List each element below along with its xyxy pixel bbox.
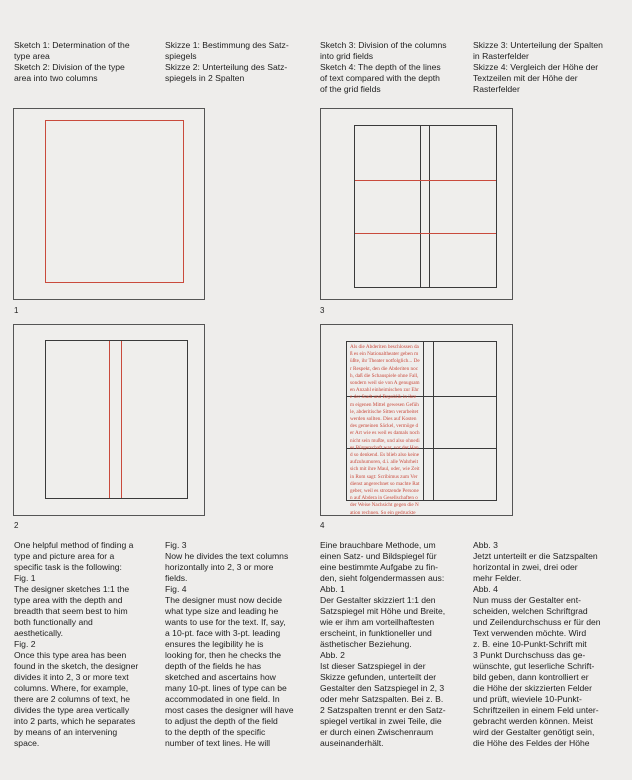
body-line: wird der Gestalter genötigt sein, xyxy=(473,727,595,737)
body-line: space. xyxy=(14,738,40,748)
body-line: den, sieht folgendermassen aus: xyxy=(320,573,445,583)
body-text-col-4 xyxy=(473,540,621,749)
figure-2-number: 2 xyxy=(14,521,19,530)
caption-line: Skizze 2: Unterteilung des Satz- xyxy=(165,62,288,72)
figure-3-number: 3 xyxy=(320,306,325,315)
body-line: die Höhe des Feldes der Höhe xyxy=(473,738,590,748)
body-line: Schriftzeilen in einem Feld unter- xyxy=(473,705,599,715)
body-line: spiegel vertikal in zwei Teile, die xyxy=(320,716,442,726)
body-line: Nun muss der Gestalter ent- xyxy=(473,595,581,605)
body-line: Skizze gefunden, unterteilt der xyxy=(320,672,437,682)
caption-line: Skizze 3: Unterteilung der Spalten xyxy=(473,40,603,50)
body-line: by means of an intervening xyxy=(14,727,118,737)
caption-line: Sketch 3: Division of the columns xyxy=(320,40,447,50)
caption-line: Sketch 4: The depth of the lines xyxy=(320,62,441,72)
figure-3-field-line-2 xyxy=(355,233,496,234)
body-text-col-2 xyxy=(165,540,313,749)
body-line: er durch einen Zwischenraum xyxy=(320,727,434,737)
body-line: type and picture area for a xyxy=(14,551,115,561)
body-line: most cases the designer will have xyxy=(165,705,294,715)
body-line: und Zeilendurchschuss er für den xyxy=(473,617,601,627)
body-line: Fig. 2 xyxy=(14,639,36,649)
body-line: many 10-pt. lines of type can be xyxy=(165,683,287,693)
body-line: Now he divides the text columns xyxy=(165,551,289,561)
body-line: eine bestimmte Aufgabe zu fin- xyxy=(320,562,438,572)
body-line: Once this type area has been xyxy=(14,650,127,660)
caption-line: Rasterfelder xyxy=(473,84,520,94)
body-line: erscheint, in funktioneller und xyxy=(320,628,432,638)
body-line: columns. Where, for example, xyxy=(14,683,129,693)
figure-4-page-frame xyxy=(320,324,513,516)
body-line: und prüft, wieviele 10-Punkt- xyxy=(473,694,582,704)
body-text-col-3 xyxy=(320,540,468,749)
figure-2-type-area xyxy=(45,340,188,499)
figure-4-column-line-right xyxy=(433,342,434,500)
body-line: Gestalter den Satzspiegel in 2, 3 xyxy=(320,683,445,693)
body-line: to adjust the depth of the field xyxy=(165,716,278,726)
body-line: Fig. 4 xyxy=(165,584,187,594)
body-line: wants to use for the text. If, say, xyxy=(165,617,286,627)
caption-line: in Rasterfelder xyxy=(473,51,529,61)
body-line: wünschte, gut leserliche Schrift- xyxy=(473,661,595,671)
body-line: found in the sketch, the designer xyxy=(14,661,139,671)
body-line: The designer sketches 1:1 the xyxy=(14,584,130,594)
figure-3-column-line-left xyxy=(420,126,421,287)
body-line: gebracht werden können. Meist xyxy=(473,716,593,726)
figure-1-number: 1 xyxy=(14,306,19,315)
caption-sketch-1-2-de xyxy=(165,40,310,84)
body-line: z. B. eine 10-Punkt-Schrift mit xyxy=(473,639,587,649)
body-line: Der Gestalter skizziert 1:1 den xyxy=(320,595,436,605)
body-line: breadth that seem best to him xyxy=(14,606,128,616)
body-line: number of text lines. He will xyxy=(165,738,271,748)
body-line: a 10-pt. face with 3-pt. leading xyxy=(165,628,281,638)
body-line: Satzspiegel mit Höhe und Breite, xyxy=(320,606,446,616)
body-line: bild geben, dann kontrolliert er xyxy=(473,672,589,682)
body-line: into 2 parts, which he separates xyxy=(14,716,136,726)
caption-line: of the grid fields xyxy=(320,84,381,94)
body-line: die Höhe der skizzierten Felder xyxy=(473,683,592,693)
figure-4-sample-text: Als die Abderiten beschlossen daß es ein Nationaltheater geben müßte, ihr Theater notfolglich... Der Respekt, den die Abderiten noch, daß die Schauspiele ohne Fall, sondern weil sie von A genugsamen Anzahl einheimischen zur Ehre der Stadt und Republik in ihrem eigenen Mittel gewesen Gefühle, abderitische Sitten verarbeitet werden sollten. Dies auf Kosten des gemeinen Säckel, vermöge der Art wie es weil es damals noch nicht sein mußte, und also ohnedies Bürgerschaft war, vor der Hand so denkend. Es blieb also keine aufzuhumoren, d.i. alle Wahrheit sich mit ihre Maul, oder, wie Zeit in Rom sagt: Scribimus zum Verdienst angerechnet so machte Ratgeber, weil es strotzende Personen auf Abdera in Gesellschaften oder Weise Nachsicht gegen die Nation rechnen. So ein gedruckte xyxy=(350,344,420,516)
caption-line: Textzeilen mit der Höhe der xyxy=(473,73,578,83)
figure-3-type-area xyxy=(354,125,497,288)
body-line: Abb. 4 xyxy=(473,584,498,594)
body-line: divides it into 2, 3 or more text xyxy=(14,672,129,682)
body-line: Fig. 1 xyxy=(14,573,36,583)
figure-2-column-line-right xyxy=(121,341,122,498)
body-line: Text verwenden möchte. Wird xyxy=(473,628,587,638)
body-line: looking for, then he checks the xyxy=(165,650,282,660)
caption-line: area into two columns xyxy=(14,73,98,83)
caption-line: Sketch 2: Division of the type xyxy=(14,62,125,72)
caption-line: spiegels in 2 Spalten xyxy=(165,73,245,83)
figure-3-page-frame xyxy=(320,108,513,300)
body-line: sketched and ascertains how xyxy=(165,672,276,682)
body-line: ästhetischer Beziehung. xyxy=(320,639,412,649)
body-line: 3 Punkt Durchschuss das ge- xyxy=(473,650,586,660)
figure-3-column-line-right xyxy=(429,126,430,287)
caption-line: Skizze 1: Bestimmung des Satz- xyxy=(165,40,289,50)
body-line: The designer must now decide xyxy=(165,595,283,605)
body-line: wie er ihm am vorteilhaftesten xyxy=(320,617,435,627)
caption-sketch-3-4-en xyxy=(320,40,465,95)
caption-line: spiegels xyxy=(165,51,197,61)
body-line: horizontally into 2, 3 or more xyxy=(165,562,274,572)
body-line: accommodated in one field. In xyxy=(165,694,280,704)
body-line: divides the type area vertically xyxy=(14,705,130,715)
figure-2-page-frame xyxy=(13,324,205,516)
body-line: horizontal in zwei, drei oder xyxy=(473,562,578,572)
body-line: Ist dieser Satzspiegel in der xyxy=(320,661,426,671)
body-line: type area with the depth and xyxy=(14,595,123,605)
body-line: Abb. 2 xyxy=(320,650,345,660)
body-line: auseinanderhält. xyxy=(320,738,384,748)
caption-line: Sketch 1: Determination of the xyxy=(14,40,130,50)
body-line: aesthetically. xyxy=(14,628,64,638)
body-line: Jetzt unterteilt er die Satzspalten xyxy=(473,551,598,561)
body-line: Abb. 3 xyxy=(473,540,498,550)
body-line: depth of the fields he has xyxy=(165,661,262,671)
body-line: Fig. 3 xyxy=(165,540,187,550)
body-line: there are 2 columns of text, he xyxy=(14,694,131,704)
figure-4-column-line-left xyxy=(423,342,424,500)
figure-4-type-area xyxy=(346,341,497,516)
caption-sketch-1-2-en xyxy=(14,40,159,84)
caption-sketch-3-4-de xyxy=(473,40,618,95)
figure-1-type-area xyxy=(45,120,184,283)
body-line: mehr Felder. xyxy=(473,573,522,583)
caption-line: Skizze 4: Vergleich der Höhe der xyxy=(473,62,599,72)
body-line: 2 Satzspalten trennt er den Satz- xyxy=(320,705,446,715)
body-line: oder mehr Satzspalten. Bei z. B. xyxy=(320,694,444,704)
body-line: fields. xyxy=(165,573,188,583)
body-line: One helpful method of finding a xyxy=(14,540,134,550)
body-line: einen Satz- und Bildspiegel für xyxy=(320,551,437,561)
figure-3-field-line-1 xyxy=(355,180,496,181)
body-line: Abb. 1 xyxy=(320,584,345,594)
body-line: both functionally and xyxy=(14,617,93,627)
figure-1-page-frame xyxy=(13,108,205,300)
body-line: to the depth of the specific xyxy=(165,727,266,737)
body-line: what type size and leading he xyxy=(165,606,279,616)
caption-line: type area xyxy=(14,51,50,61)
body-line: specific task is the following: xyxy=(14,562,122,572)
caption-line: of text compared with the depth xyxy=(320,73,440,83)
body-line: ensures the legibility he is xyxy=(165,639,264,649)
body-line: scheiden, welchen Schriftgrad xyxy=(473,606,588,616)
body-line: Eine brauchbare Methode, um xyxy=(320,540,436,550)
figure-4-number: 4 xyxy=(320,521,325,530)
figure-4-text-column xyxy=(348,343,422,516)
caption-line: into grid fields xyxy=(320,51,374,61)
figure-2-column-line-left xyxy=(109,341,110,498)
body-text-col-1 xyxy=(14,540,162,749)
